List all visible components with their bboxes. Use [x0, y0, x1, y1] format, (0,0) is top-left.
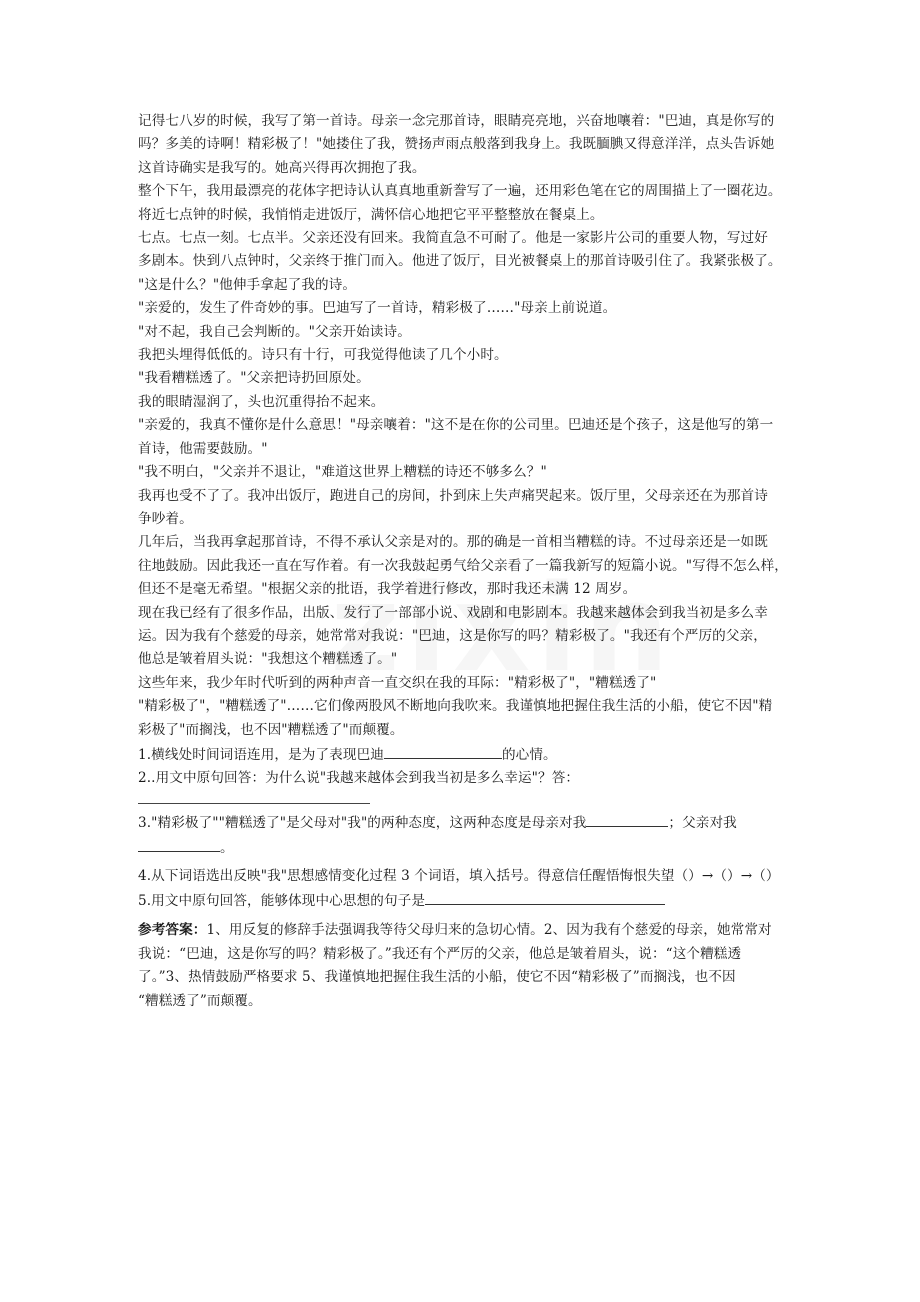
story-line: 他总是皱着眉头说："我想这个糟糕透了。" [138, 651, 398, 668]
story-line: 这些年来，我少年时代听到的两种声音一直交织在我的耳际："精彩极了"，"糟糕透了" [138, 674, 657, 691]
story-line: "这是什么？"他伸手拿起了我的诗。 [138, 276, 357, 293]
answer-blank-3b[interactable] [138, 835, 220, 852]
story-line: 我把头埋得低低的。诗只有十行，可我觉得他读了几个小时。 [138, 347, 508, 364]
answer-blank-5[interactable] [425, 888, 665, 905]
question-3: 3."精彩极了""糟糕透了"是父母对"我"的两种态度，这两种态度是母亲对我 ；父亲对我 [138, 810, 788, 835]
story-line: 我的眼睛湿润了，头也沉重得抬不起来。 [138, 393, 385, 410]
answer-key-label: 参考答案： [138, 922, 207, 939]
story-line: 争吵着。 [138, 510, 193, 527]
story-paragraph [138, 531, 788, 601]
story-line: 运。因为我有个慈爱的母亲，她常常对我说："巴迪，这是你写的吗？精彩极了。"我还有个严厉的父亲， [138, 627, 767, 644]
story-text [138, 110, 788, 742]
question-4: 4.从下词语选出反映"我"思想感情变化过程 3 个词语，填入括号。得意信任醒悟悔恨失望（）→（）→（） [138, 867, 780, 884]
story-paragraph [138, 321, 788, 344]
story-paragraph [138, 274, 788, 297]
story-line: "亲爱的，发生了件奇妙的事。巴迪写了一首诗，精彩极了……"母亲上前说道。 [138, 300, 617, 317]
story-line: 但还不是毫无希望。"根据父亲的批语，我学着进行修改，那时我还未满 12 周岁。 [138, 581, 637, 598]
story-paragraph [138, 110, 788, 180]
story-line: 几年后，当我再拿起那首诗，不得不承认父亲是对的。那的确是一首相当糟糕的诗。不过母亲还是一如既 [138, 534, 768, 551]
story-line: 多剧本。快到八点钟时，父亲终于推门而入。他进了饭厅，目光被餐桌上的那首诗吸引住了。我紧张极了。 [138, 253, 782, 270]
story-paragraph [138, 485, 788, 532]
story-line: "精彩极了"，"糟糕透了"……它们像两股风不断地向我吹来。我谨慎地把握住我生活的小船，使它不因"精 [138, 698, 773, 715]
story-line: 首诗，他需要鼓励。" [138, 440, 268, 457]
story-paragraph [138, 461, 788, 484]
story-line: 现在我已经有了很多作品，出版、发行了一部部小说、戏剧和电影剧本。我越来越体会到我当初是多么幸 [138, 604, 768, 621]
story-paragraph [138, 695, 788, 742]
story-paragraph [138, 602, 788, 672]
story-paragraph [138, 344, 788, 367]
questions-section [138, 742, 788, 913]
answer-blank-3a[interactable] [586, 810, 668, 827]
story-line: "对不起，我自己会判断的。"父亲开始读诗。 [138, 323, 411, 340]
story-paragraph [138, 672, 788, 695]
story-line: 吗？多美的诗啊！精彩极了！"她搂住了我，赞扬声雨点般落到我身上。我既腼腆又得意洋洋，点头告诉她 [138, 136, 775, 153]
question-2: 2..用文中原句回答：为什么说"我越来越体会到我当初是多么幸运"？答： [138, 770, 580, 787]
question-3-cont: 。 [138, 835, 788, 860]
story-paragraph [138, 297, 788, 320]
story-paragraph [138, 391, 788, 414]
answer-blank-1[interactable] [384, 742, 502, 759]
story-line: 彩极了"而搁浅，也不因"糟糕透了"而颠覆。 [138, 721, 404, 738]
question-5: 5.用文中原句回答，能够体现中心思想的句子是 [138, 888, 788, 913]
story-paragraph [138, 414, 788, 461]
question-1: 1.横线处时间词语连用，是为了表现巴迪 的心情。 [138, 742, 788, 767]
story-line: 往地鼓励。因此我还一直在写作着。有一次我鼓起勇气给父亲看了一篇我新写的短篇小说。"写得不怎么样， [138, 557, 788, 574]
story-line: "我看糟糕透了。"父亲把诗扔回原处。 [138, 370, 370, 387]
story-line: 七点。七点一刻。七点半。父亲还没有回来。我简直急不可耐了。他是一家影片公司的重要人物，写过好 [138, 230, 768, 247]
story-line: 这首诗确实是我写的。她高兴得再次拥抱了我。 [138, 159, 426, 176]
story-paragraph [138, 180, 788, 227]
story-paragraph [138, 367, 788, 390]
story-line: "我不明白，"父亲并不退让，"难道这世界上糟糕的诗还不够多么？" [138, 464, 547, 481]
story-line: "亲爱的，我真不懂你是什么意思！"母亲嚷着："这不是在你的公司里。巴迪还是个孩子，这是他写的第一 [138, 417, 774, 434]
answer-key: 参考答案：1、用反复的修辞手法强调我等待父母归来的急切心情。2、因为我有个慈爱的母亲，她常常对 我说：“巴迪，这是你写的吗？精彩极了。”我还有个严厉的父亲，他总是皱着眉头，说：“这个糟糕透 了。”3、热情鼓励严格要求 5、我谨慎地把握住我生活的小船，使它不因“精彩极了”而搁浅，也不因 “糟糕透了”而颠覆。 [138, 922, 772, 1009]
document-page [138, 110, 788, 1013]
story-line: 整个下午，我用最漂亮的花体字把诗认认真真地重新誊写了一遍，还用彩色笔在它的周围描上了一圈花边。 [138, 183, 782, 200]
answer-blank-2[interactable] [138, 791, 370, 804]
story-line: 我再也受不了了。我冲出饭厅，跑进自己的房间，扑到床上失声痛哭起来。饭厅里，父母亲还在为那首诗 [138, 487, 768, 504]
story-line: 记得七八岁的时候，我写了第一首诗。母亲一念完那首诗，眼睛亮亮地，兴奋地嚷着："巴迪，真是你写的 [138, 113, 775, 129]
story-paragraph [138, 227, 788, 274]
story-line: 将近七点钟的时候，我悄悄走进饭厅，满怀信心地把它平平整整放在餐桌上。 [138, 206, 604, 223]
